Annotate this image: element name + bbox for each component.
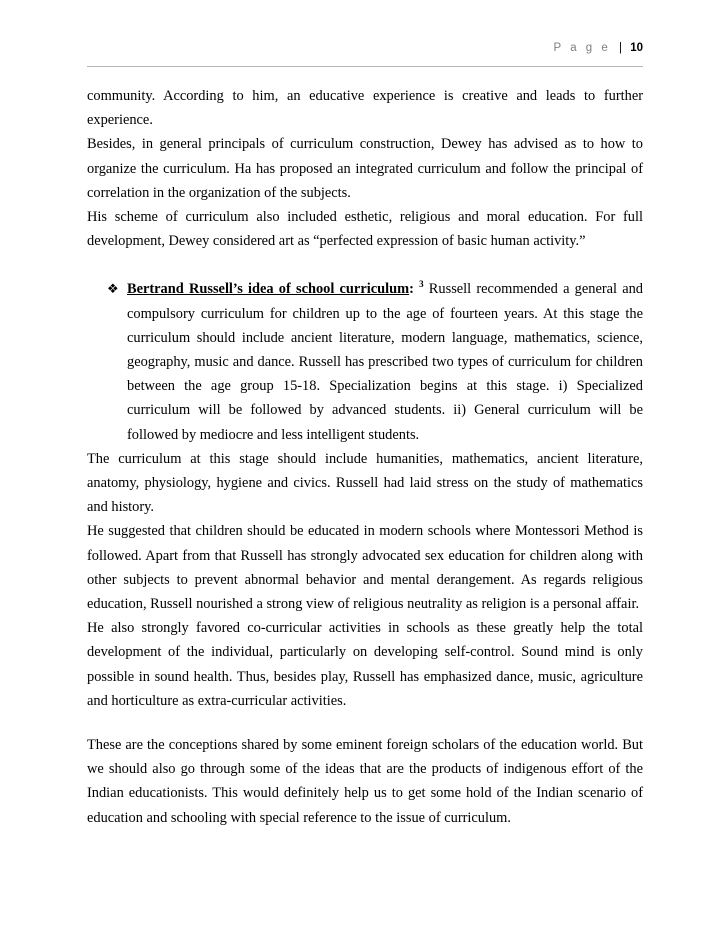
paragraph-dewey-scheme: His scheme of curriculum also included esthetic, religious and moral education. For full development, Dewey considered art as “perfected expression of basic human activity.” [87,209,643,250]
bullet-heading: Bertrand Russell’s idea of school curriculum [127,281,410,298]
diamond-bullet-icon: ❖ [107,281,119,297]
paragraph-russell-activities: He also strongly favored co-curricular activities in schools as these greatly help the total development of the individual, particularly on developing self-control. Sound mind is only possible in sound health. Thus, besides play, Russell has emphasized dance, music, agriculture and horticulture as extra-curricular activities. [87,620,643,709]
bullet-colon: : [409,281,414,298]
paragraph-russell-schools: He suggested that children should be educated in modern schools where Montessori Method is followed. Apart from that Russell has strongly advocated sex education for children along with other subjects to prevent abnormal behavior and mental derangement. As regards religious education, Russell nourished a strong view of religious neutrality as religion is a personal affair. [87,523,643,613]
page-header [554,42,643,54]
bullet-text: Russell recommended a general and compulsory curriculum for children up to the age of fourteen years. At this stage the curriculum should include ancient literature, modern language, mathematics, science, geography, music and dance. Russell has prescribed two types of curriculum for children between the age group 15-18. Specialization begins at this stage. i) Specialized curriculum will be followed by advanced students. ii) General curriculum will be followed by mediocre and less intelligent students. [127,281,643,443]
header-rule [87,66,643,67]
footnote-marker: 3 [419,279,424,290]
spacer [87,253,643,277]
spacer [87,713,643,733]
paragraph-dewey-experience: community. According to him, an educative experience is creative and leads to further experience. [87,88,643,129]
paragraph-dewey-organization: Besides, in general principals of curriculum construction, Dewey has advised as to how to organize the curriculum. Ha has proposed an integrated curriculum and follow the principal of correlation in the organization of the subjects. [87,136,643,201]
bullet-russell [87,277,643,446]
paragraph-russell-curriculum: The curriculum at this stage should include humanities, mathematics, ancient literature, anatomy, physiology, hygiene and civics. Russell had laid stress on the study of mathematics and history. [87,450,643,516]
paragraph-conclusion: These are the conceptions shared by some eminent foreign scholars of the education world. But we should also go through some of the ideas that are the products of indigenous effort of the Indian educationists. This would definitely help us to get some hold of the Indian scenario of education and schooling with special reference to the issue of curriculum. [87,737,643,826]
page-label: P a g e [553,42,611,54]
document-body [87,84,643,830]
page-number: 10 [630,42,643,54]
header-separator: | [619,42,622,54]
